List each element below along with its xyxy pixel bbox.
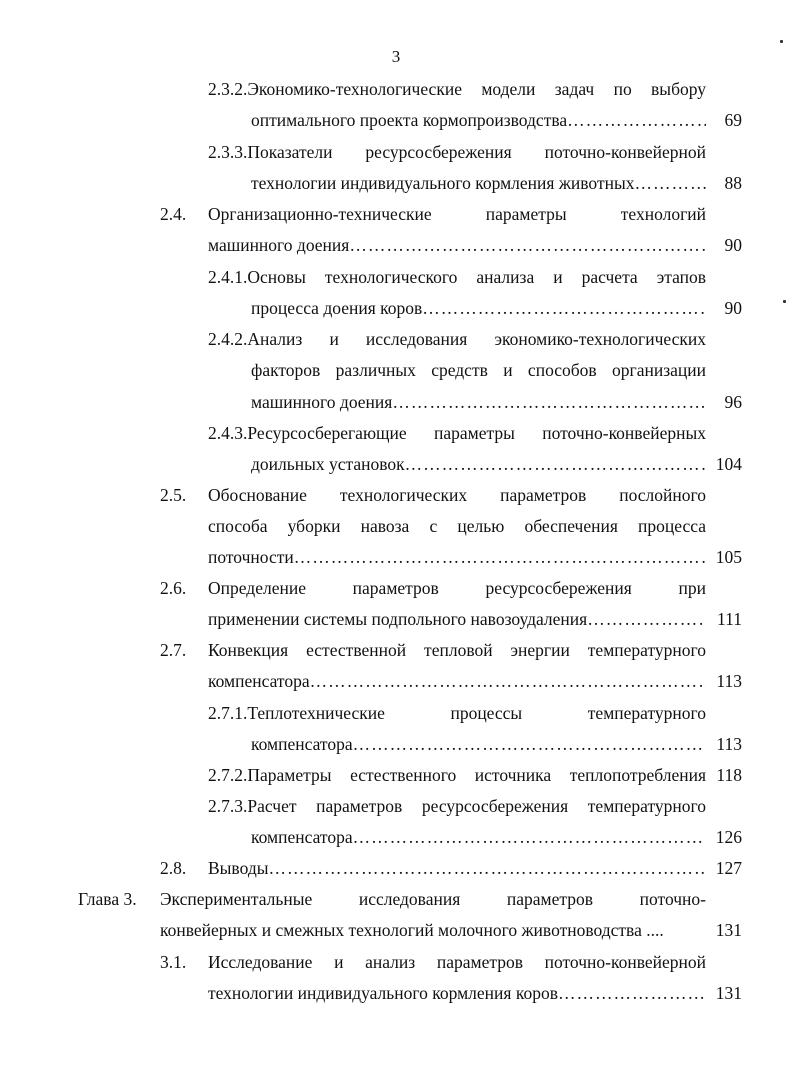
section-number: 3.1.: [160, 952, 187, 972]
page-ref: 113: [716, 671, 742, 691]
page-ref: 90: [724, 235, 742, 255]
page-ref: 88: [724, 173, 742, 193]
dot-leader: [294, 545, 706, 569]
dot-leader: [567, 108, 706, 132]
dot-leader: [268, 856, 706, 880]
section-number: 2.4.3.: [208, 423, 248, 443]
section-number: 2.8.: [160, 858, 187, 878]
section-title-line: факторов различных средств и способов организации: [251, 360, 706, 380]
dot-leader: [353, 732, 706, 756]
section-number: 2.4.2.: [208, 329, 248, 349]
scan-speck: [780, 40, 783, 43]
section-number: 2.4.: [160, 204, 187, 224]
section-number: 2.7.2.: [208, 765, 248, 785]
section-title-line: компенсатора: [251, 734, 353, 754]
section-title-line: Теплотехнические процессы температурного: [247, 703, 706, 723]
dot-leader: [349, 233, 706, 257]
section-title-line: поточности: [208, 547, 294, 567]
section-number: 2.4.1.: [208, 267, 248, 287]
dot-leader: [405, 452, 706, 476]
section-title-line: технологии индивидуального кормления коров: [208, 983, 558, 1003]
chapter-title-line: конвейерных и смежных технологий молочного животноводства ....: [160, 920, 664, 940]
section-title-line: Экономико-технологические модели задач по выбору: [247, 79, 706, 99]
dot-leader: [310, 669, 706, 693]
page-ref: 126: [715, 827, 742, 847]
section-title-line: технологии индивидуального кормления животных: [251, 173, 635, 193]
section-title-line: Конвекция естественной тепловой энергии температурного: [208, 640, 706, 660]
section-title-line: Параметры естественного источника теплопотребления: [247, 765, 706, 785]
section-title-line: процесса доения коров: [251, 298, 423, 318]
page-ref: 105: [715, 547, 742, 567]
section-number: 2.6.: [160, 578, 187, 598]
section-title-line: Основы технологического анализа и расчета этапов: [247, 267, 706, 287]
page-ref: 69: [724, 110, 742, 130]
section-title-line: Анализ и исследования экономико-технологических: [247, 329, 706, 349]
section-title-line: доильных установок: [251, 454, 405, 474]
dot-leader: [587, 607, 706, 631]
section-title-line: Показатели ресурсосбережения поточно-конвейерной: [247, 142, 706, 162]
dot-leader: [392, 390, 706, 414]
section-title-line: Ресурсосберегающие параметры поточно-конвейерных: [247, 423, 706, 443]
dot-leader: [422, 296, 706, 320]
section-number: 2.3.2.: [208, 79, 248, 99]
section-title-line: Обоснование технологических параметров послойного: [208, 485, 706, 505]
page-number: 3: [391, 47, 401, 66]
dot-leader: [634, 171, 706, 195]
section-title-line: применении системы подпольного навозоудаления: [208, 609, 588, 629]
page-ref: 131: [715, 983, 742, 1003]
section-title-line: машинного доения: [251, 392, 393, 412]
section-number: 2.7.1.: [208, 703, 248, 723]
page-ref: 111: [717, 609, 742, 629]
section-title-line: машинного доения: [208, 235, 350, 255]
section-title-line: Определение параметров ресурсосбережения при: [208, 578, 706, 598]
scan-speck: [783, 300, 786, 303]
page-ref: 96: [724, 392, 742, 412]
page-ref: 104: [715, 454, 742, 474]
page-ref: 118: [716, 765, 742, 785]
page-ref: 90: [724, 298, 742, 318]
section-number: 2.5.: [160, 485, 187, 505]
page-ref: 131: [715, 920, 742, 940]
section-title-line: Расчет параметров ресурсосбережения температурного: [247, 796, 706, 816]
section-title-line: Выводы: [208, 858, 269, 878]
dot-leader: [558, 981, 706, 1005]
section-title-line: Организационно-технические параметры технологий: [208, 204, 706, 224]
page-ref: 127: [715, 858, 742, 878]
chapter-number: Глава 3.: [78, 889, 137, 909]
page-ref: 113: [716, 734, 742, 754]
section-title-line: способа уборки навоза с целью обеспечения процесса: [208, 516, 706, 536]
section-number: 2.7.: [160, 640, 187, 660]
dot-leader: [353, 825, 706, 849]
chapter-title-line: Экспериментальные исследования параметров поточно-: [160, 889, 706, 909]
section-title-line: оптимального проекта кормопроизводства: [251, 110, 568, 130]
section-number: 2.3.3.: [208, 142, 248, 162]
section-number: 2.7.3.: [208, 796, 248, 816]
section-title-line: компенсатора: [208, 671, 310, 691]
section-title-line: компенсатора: [251, 827, 353, 847]
section-title-line: Исследование и анализ параметров поточно-конвейерной: [208, 952, 706, 972]
